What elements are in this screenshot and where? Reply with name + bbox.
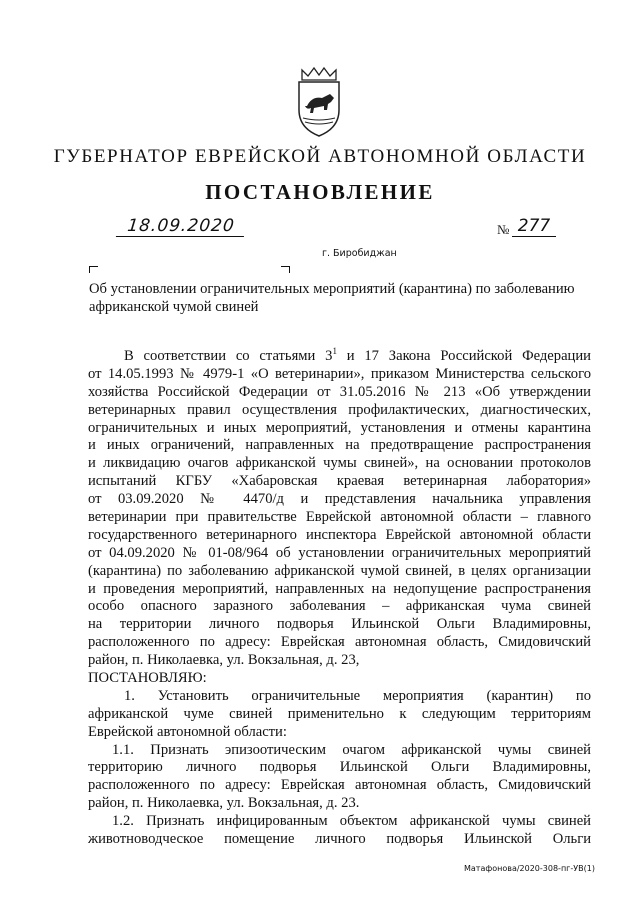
body-line: территорию личного подворья Ильинской Ольги Владимировны, (88, 759, 591, 776)
heading-corner-right (281, 266, 290, 273)
document-heading (89, 280, 589, 316)
body-line: на территории личного подворья Ильинской Ольги Владимировны, (88, 616, 591, 633)
body-line: ПОСТАНОВЛЯЮ: (88, 670, 207, 687)
coat-of-arms-tiger-icon (294, 66, 344, 138)
heading-line: африканской чумой свиней (89, 298, 259, 315)
document-date: 18.09.2020 (116, 216, 246, 237)
body-line: Еврейской автономной области: (88, 723, 287, 740)
body-line: 1.1. Признать эпизоотическим очагом африканской чумы свиней (112, 741, 591, 758)
body-line: В соответствии со статьями $3^1$ и 17 Закона Российской Федерации (124, 346, 591, 364)
body-line: хозяйства Российской Федерации от 31.05.2016 № 213 «Об утверждении (88, 383, 591, 400)
body-line: от 03.09.2020 № 4470/д и представления начальника управления (88, 491, 591, 508)
body-line: ветеринарных правил осуществления профилактических, диагностических, (88, 401, 591, 418)
body-line: испытаний КГБУ «Хабаровская краевая ветеринарная лаборатория» (88, 473, 591, 490)
body-line: ограничительных и иных мероприятий, установления и отмены карантина (88, 419, 591, 436)
body-line: 1.2. Признать инфицированным объектом африканской чумы свиней (112, 813, 591, 830)
body-line: от 04.09.2020 № 01-08/964 об установлении ограничительных мероприятий (88, 544, 591, 561)
body-line: расположенного по адресу: Еврейская автономная область, Смидовичский (88, 777, 591, 794)
document-number: 277 (512, 216, 556, 237)
body-line: и ликвидацию очагов африканской чумы свиней», на основании протоколов (88, 455, 591, 472)
body-line: и иных ограничений, направленных на предотвращение распространения (88, 437, 591, 454)
body-line: африканской чуме свиней применительно к следующим территориям (88, 705, 591, 722)
body-line: и проведения мероприятий, направленных на недопущение распространения (88, 580, 591, 597)
issuer-title: ГУБЕРНАТОР ЕВРЕЙСКОЙ АВТОНОМНОЙ ОБЛАСТИ (53, 146, 587, 167)
heading-corner-left (89, 266, 98, 273)
heading-line: Об установлении ограничительных мероприятий (карантина) по заболеванию (89, 281, 575, 297)
body-line: особо опасного заразного заболевания – африканская чума свиней (88, 598, 591, 615)
body-line: ветеринарии при правительстве Еврейской автономной области – главного (88, 509, 591, 526)
document-type: ПОСТАНОВЛЕНИЕ (205, 180, 435, 204)
document-body (88, 348, 591, 849)
footer-reference: Матафонова/2020-308-пг-УВ(1) (464, 864, 595, 873)
body-line: район, п. Николаевка, ул. Вокзальная, д. 23. (88, 795, 360, 812)
body-line: 1. Установить ограничительные мероприятия (карантин) по (124, 687, 591, 704)
body-line: государственного ветеринарного инспектора Еврейской автономной области (88, 526, 591, 543)
body-line: от 14.05.1993 № 4979-1 «О ветеринарии», приказом Министерства сельского (88, 365, 591, 382)
body-line: расположенного по адресу: Еврейская автономная область, Смидовичский (88, 634, 591, 651)
body-line: (карантина) по заболеванию африканской чумой свиней, в целях организации (88, 562, 591, 579)
city: г. Биробиджан (322, 248, 397, 259)
body-line: животноводческое помещение личного подворья Ильинской Ольги (88, 831, 591, 848)
number-label: № (497, 222, 510, 237)
body-line: район, п. Николаевка, ул. Вокзальная, д. 23, (88, 652, 360, 669)
